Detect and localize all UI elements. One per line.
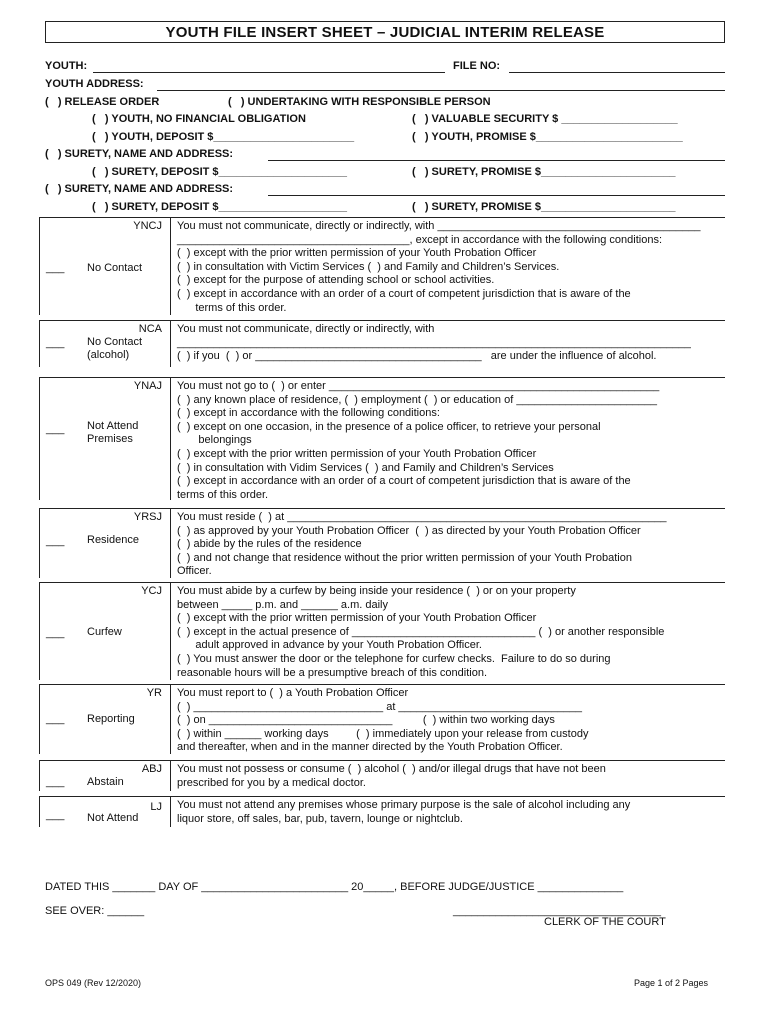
condition-line: ( ) abide by the rules of the residence	[177, 538, 362, 551]
condition-text	[177, 585, 725, 680]
block-divider	[170, 761, 171, 791]
page-title: YOUTH FILE INSERT SHEET – JUDICIAL INTERIM RELEASE	[165, 24, 605, 41]
condition-line: You must not attend any premises whose primary purpose is the sale of alcohol including any	[177, 799, 631, 811]
condition-line: ( ) as approved by your Youth Probation Officer ( ) as directed by your Youth Probation Officer	[177, 524, 641, 537]
block-divider	[170, 378, 171, 500]
youth-name-field[interactable]	[93, 72, 445, 73]
condition-name: No Contact	[87, 262, 143, 274]
condition-code: YRSJ	[133, 511, 162, 523]
condition-line: terms of this order.	[177, 301, 287, 314]
condition-line: ( ) within ______ working days ( ) immediately upon your release from custody	[177, 727, 589, 740]
condition-block-ycnj	[39, 217, 725, 315]
condition-line: liquor store, off sales, bar, pub, tavern, lounge or nightclub.	[177, 812, 463, 825]
condition-text	[177, 323, 725, 364]
condition-block-yr	[39, 684, 725, 754]
condition-name: Abstain	[87, 776, 124, 788]
condition-line: ( ) You must answer the door or the telephone for curfew checks. Failure to do so during	[177, 652, 611, 665]
condition-block-yrsj	[39, 508, 725, 578]
condition-left-column	[40, 583, 170, 680]
dated-line[interactable]: DATED THIS _______ DAY OF ________________________ 20_____, BEFORE JUDGE/JUSTICE ______________	[45, 881, 624, 893]
condition-line: and thereafter, when and in the manner directed by the Youth Probation Officer.	[177, 741, 563, 754]
condition-line: You must not possess or consume ( ) alcohol ( ) and/or illegal drugs that have not been	[177, 763, 606, 775]
condition-text	[177, 220, 725, 315]
condition-line: You must reside ( ) at ______________________________________________________________	[177, 511, 667, 523]
condition-line: You must abide by a curfew by being inside your residence ( ) or on your property	[177, 585, 576, 597]
clerk-label: CLERK OF THE COURT	[544, 916, 666, 928]
youth-deposit-option[interactable]: ( ) YOUTH, DEPOSIT $_______________________	[92, 131, 355, 143]
condition-name: No Contact	[87, 336, 143, 348]
condition-line: ( ) in consultation with Vidim Services ( ) and Family and Children’s Services	[177, 461, 554, 474]
block-divider	[170, 509, 171, 578]
youth-address-field[interactable]	[157, 90, 725, 91]
condition-name: Not Attend	[87, 812, 139, 824]
condition-text	[177, 687, 725, 755]
condition-line: reasonable hours will be a presumptive breach of this condition.	[177, 666, 488, 679]
condition-left-column	[40, 797, 170, 827]
condition-line: You must not communicate, directly or indirectly, with	[177, 323, 435, 335]
condition-name: Residence	[87, 534, 139, 546]
condition-line: ( ) in consultation with Victim Services ( ) and Family and Children’s Services.	[177, 260, 560, 273]
condition-line: ( ) on ______________________________ ( ) within two working days	[177, 714, 555, 727]
condition-line: ( ) except with the prior written permission of your Youth Probation Officer	[177, 612, 537, 625]
condition-block-ynaj	[39, 377, 725, 500]
youth-promise-option[interactable]: ( ) YOUTH, PROMISE $________________________	[412, 131, 683, 143]
youth-label: YOUTH:	[45, 60, 88, 72]
block-divider	[170, 685, 171, 754]
condition-checkbox-blank[interactable]: ___	[46, 627, 65, 639]
condition-line: ( ) _______________________________ at ______________________________	[177, 700, 582, 713]
surety-name-field-1[interactable]	[268, 160, 725, 161]
condition-left-column	[40, 685, 170, 754]
condition-checkbox-blank[interactable]: ___	[46, 262, 65, 274]
condition-code: YCJ	[141, 585, 162, 597]
condition-line: ( ) any known place of residence, ( ) employment ( ) or education of _______________________	[177, 393, 658, 406]
block-divider	[170, 583, 171, 680]
condition-line: ( ) except in accordance with the following conditions:	[177, 407, 440, 420]
condition-line: ( ) except for the purpose of attending school or school activities.	[177, 274, 495, 287]
surety-promise-option-2[interactable]: ( ) SURETY, PROMISE $______________________	[412, 201, 676, 213]
condition-left-column	[40, 321, 170, 367]
condition-left-column	[40, 378, 170, 500]
block-divider	[170, 218, 171, 315]
condition-code: LJ	[150, 801, 162, 813]
surety-promise-option-1[interactable]: ( ) SURETY, PROMISE $______________________	[412, 166, 676, 178]
condition-line: ( ) except on one occasion, in the presence of a police officer, to retrieve your personal	[177, 420, 601, 433]
condition-name: Reporting	[87, 713, 135, 725]
undertaking-option[interactable]: ( ) UNDERTAKING WITH RESPONSIBLE PERSON	[228, 96, 491, 108]
condition-block-abj	[39, 760, 725, 791]
condition-line: You must not communicate, directly or indirectly, with ___________________________________________	[177, 220, 701, 232]
file-no-label: FILE NO:	[453, 60, 501, 72]
clerk-signature-line[interactable]: __________________________________	[453, 905, 662, 917]
condition-text	[177, 763, 725, 790]
condition-code: YNCJ	[133, 220, 162, 232]
condition-line: between _____ p.m. and ______ a.m. daily	[177, 598, 388, 611]
surety-name-option-1[interactable]: ( ) SURETY, NAME AND ADDRESS:	[45, 148, 234, 160]
condition-name: Not Attend	[87, 420, 139, 432]
condition-name: Curfew	[87, 626, 122, 638]
condition-line: ( ) except with the prior written permission of your Youth Probation Officer	[177, 247, 537, 260]
condition-code: YR	[146, 687, 162, 699]
condition-checkbox-blank[interactable]: ___	[46, 535, 65, 547]
block-divider	[170, 321, 171, 367]
no-financial-option[interactable]: ( ) YOUTH, NO FINANCIAL OBLIGATION	[92, 113, 306, 125]
condition-line: terms of this order.	[177, 488, 269, 501]
block-divider	[170, 797, 171, 827]
condition-block-nca	[39, 320, 725, 367]
condition-left-column	[40, 509, 170, 578]
condition-left-column	[40, 761, 170, 791]
file-no-field[interactable]	[509, 72, 725, 73]
title-box	[45, 21, 725, 43]
surety-name-option-2[interactable]: ( ) SURETY, NAME AND ADDRESS:	[45, 183, 234, 195]
condition-block-ycj	[39, 582, 725, 680]
condition-line: You must not go to ( ) or enter ______________________________________________________	[177, 380, 660, 392]
condition-line: Officer.	[177, 565, 212, 578]
condition-line: ( ) if you ( ) or _____________________________________ are under the influence of alcohol.	[177, 350, 657, 363]
condition-name: (alcohol)	[87, 349, 130, 361]
form-id: OPS 049 (Rev 12/2020)	[45, 978, 142, 988]
page-number: Page 1 of 2 Pages	[634, 978, 709, 988]
condition-line: You must report to ( ) a Youth Probation Officer	[177, 687, 409, 699]
condition-text	[177, 511, 725, 579]
condition-code: ABJ	[141, 763, 162, 775]
condition-line: ( ) except in accordance with an order of a court of competent jurisdiction that is aware of the	[177, 475, 631, 488]
condition-line: ____________________________________________________________________________________	[177, 336, 691, 349]
condition-line: ( ) except in the actual presence of ______________________________ ( ) or another responsible	[177, 625, 665, 638]
surety-deposit-option-1[interactable]: ( ) SURETY, DEPOSIT $_____________________	[92, 166, 347, 178]
condition-checkbox-blank[interactable]: ___	[46, 776, 65, 788]
youth-address-label: YOUTH ADDRESS:	[45, 78, 144, 90]
condition-line: ( ) except in accordance with an order of a court of competent jurisdiction that is aware of the	[177, 287, 631, 300]
release-order-option[interactable]: ( ) RELEASE ORDER	[45, 96, 160, 108]
condition-code: YNAJ	[133, 380, 162, 392]
surety-deposit-option-2[interactable]: ( ) SURETY, DEPOSIT $_____________________	[92, 201, 347, 213]
condition-left-column	[40, 218, 170, 315]
condition-checkbox-blank[interactable]: ___	[46, 337, 65, 349]
condition-block-lj	[39, 796, 725, 827]
condition-text	[177, 799, 725, 826]
condition-line: adult approved in advance by your Youth Probation Officer.	[177, 639, 482, 652]
condition-checkbox-blank[interactable]: ___	[46, 423, 65, 435]
surety-name-field-2[interactable]	[268, 195, 725, 196]
valuable-security-option[interactable]: ( ) VALUABLE SECURITY $ ___________________	[412, 113, 678, 125]
condition-checkbox-blank[interactable]: ___	[46, 713, 65, 725]
condition-text	[177, 380, 725, 502]
condition-line: ( ) except with the prior written permission of your Youth Probation Officer	[177, 447, 537, 460]
condition-line: belongings	[177, 434, 252, 447]
condition-name: Premises	[87, 433, 133, 445]
condition-line: ( ) and not change that residence without the prior written permission of your Youth Probation	[177, 551, 632, 564]
condition-line: prescribed for you by a medical doctor.	[177, 776, 366, 789]
condition-checkbox-blank[interactable]: ___	[46, 809, 65, 821]
condition-line: ______________________________________, except in accordance with the following conditions:	[177, 233, 663, 246]
condition-code: NCA	[138, 323, 162, 335]
see-over-line[interactable]: SEE OVER: ______	[45, 905, 145, 917]
